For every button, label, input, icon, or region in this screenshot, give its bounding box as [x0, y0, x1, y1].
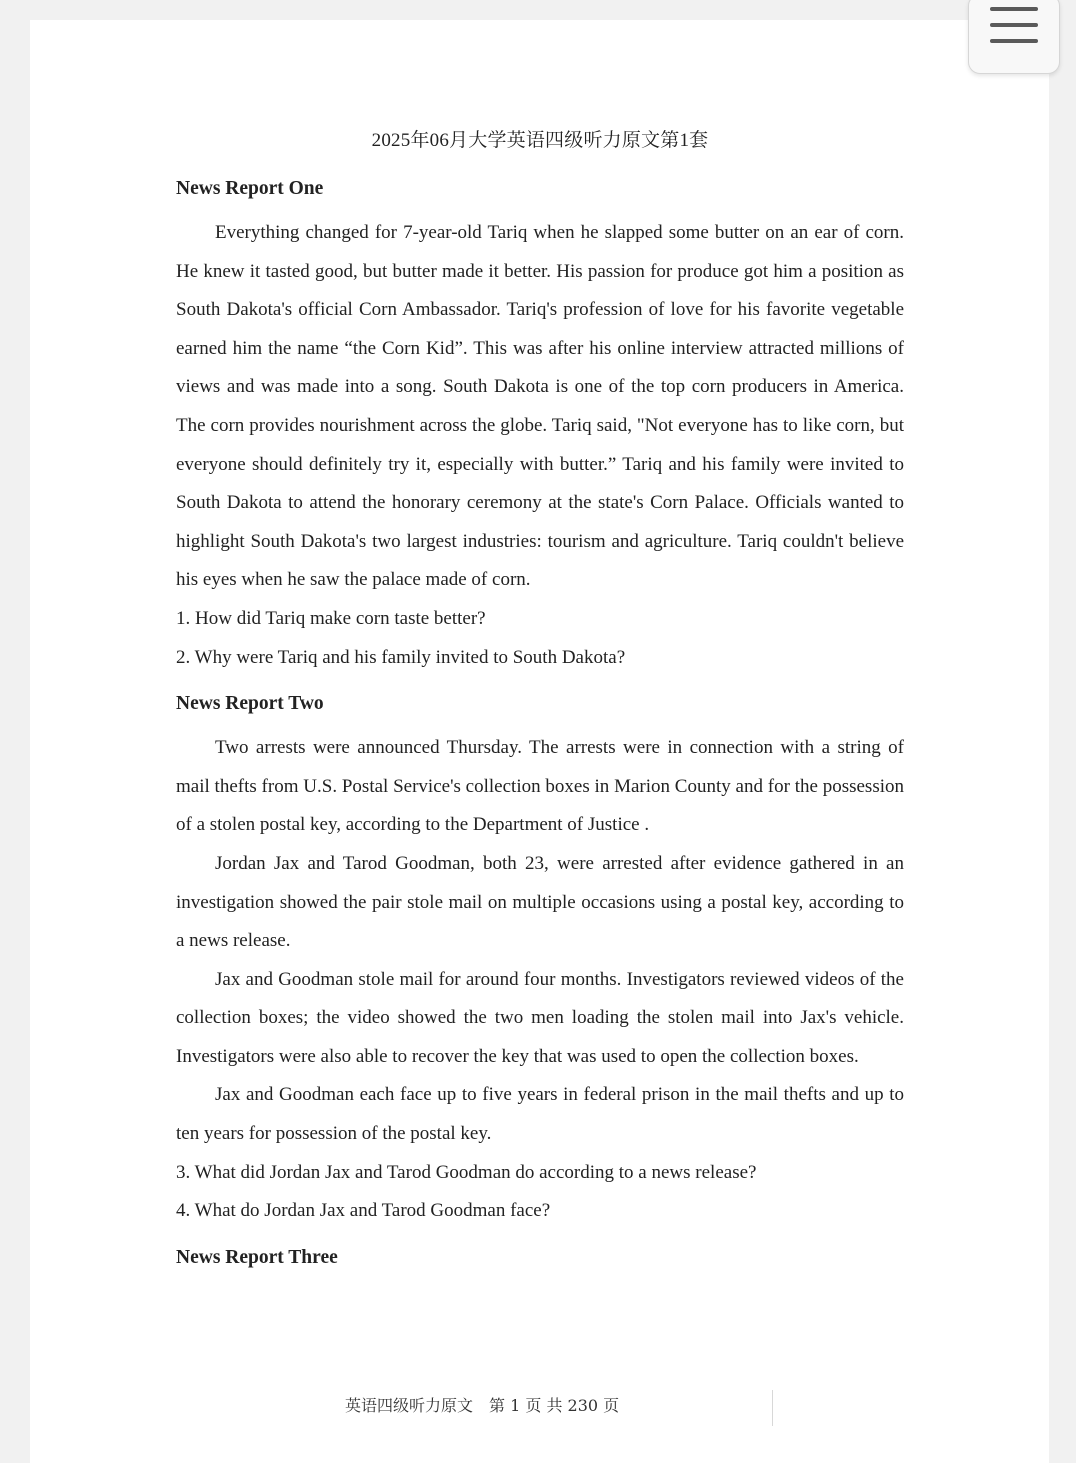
page-number-label: 英语四级听力原文 第 1 页 共 230 页	[345, 1396, 620, 1415]
section-news-report-three	[176, 1239, 904, 1277]
section-heading: News Report Three	[176, 1246, 338, 1268]
spacer	[176, 1231, 904, 1239]
divider	[772, 1390, 773, 1426]
section-news-report-two	[176, 685, 904, 1239]
paragraph: Everything changed for 7-year-old Tariq when he slapped some butter on an ear of corn. He knew it tasted good, but butter made it better. His passion for produce got him a position as South Dakota's official Corn Ambassador. Tariq's profession of love for his favorite vegetable earned him the name “the Corn Kid”. This was after his online interview attracted millions of views and was made into a song. South Dakota is one of the top corn producers in America. The corn provides nourishment across the globe. Tariq said, "Not everyone has to like corn, but everyone should definitely try it, especially with butter.” Tariq and his family were invited to South Dakota to attend the honorary ceremony at the state's Corn Palace. Officials wanted to highlight South Dakota's two largest industries: tourism and agriculture. Tariq couldn't believe his eyes when he saw the palace made of corn.	[176, 222, 904, 591]
paragraph: Two arrests were announced Thursday. The arrests were in connection with a string of mail thefts from U.S. Postal Service's collection boxes in Marion County and for the possession of a stolen postal key, according to the Department of Justice .	[176, 737, 904, 836]
menu-button[interactable]	[968, 0, 1060, 74]
question-item: 2. Why were Tariq and his family invited to South Dakota?	[176, 646, 626, 668]
spacer	[176, 677, 904, 685]
section-heading: News Report One	[176, 178, 324, 199]
page-content	[176, 122, 904, 1283]
menu-icon-bar	[990, 7, 1038, 11]
paragraph: Jax and Goodman stole mail for around four months. Investigators reviewed videos of the collection boxes; the video showed the two men loading the stolen mail into Jax's vehicle. Investigators were also able to recover the key that was used to open the collection boxes.	[176, 968, 904, 1067]
section-news-report-one	[176, 170, 904, 685]
paragraph: Jax and Goodman each face up to five years in federal prison in the mail thefts and up to ten years for possession of the postal key.	[176, 1084, 904, 1145]
paragraph: Jordan Jax and Tarod Goodman, both 23, were arrested after evidence gathered in an investigation showed the pair stole mail on multiple occasions using a postal key, according to a news release.	[176, 852, 904, 952]
document-title: 2025年06月大学英语四级听力原文第1套	[371, 130, 709, 151]
question-item: 4. What do Jordan Jax and Tarod Goodman face?	[176, 1200, 551, 1222]
question-item: 3. What did Jordan Jax and Tarod Goodman do according to a news release?	[176, 1161, 757, 1183]
question-item: 1. How did Tariq make corn taste better?	[176, 607, 486, 629]
menu-icon-bar	[990, 23, 1038, 27]
menu-icon-bar	[990, 39, 1038, 43]
section-heading: News Report Two	[176, 693, 324, 715]
